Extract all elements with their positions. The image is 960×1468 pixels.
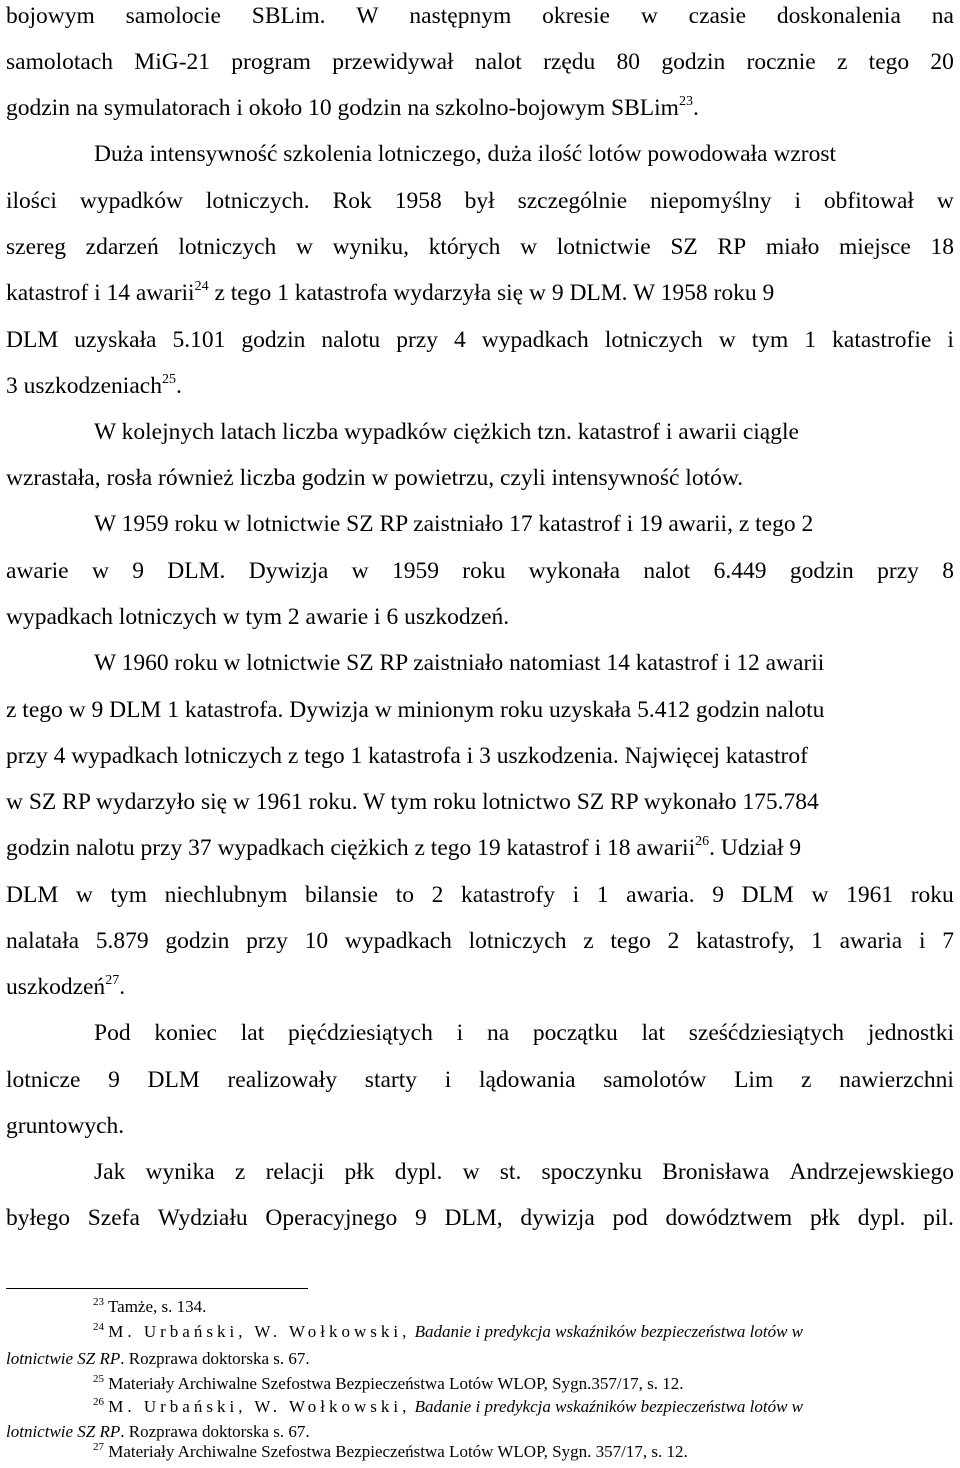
line-text: wzrastała, rosła również liczba godzin w powietrzu, czyli intensywność lotów. (6, 465, 744, 491)
word: 2 (431, 882, 444, 908)
word: na (931, 3, 954, 29)
word: Lim (734, 1067, 774, 1093)
footnote-26-cont: lotnictwie SZ RP. Rozprawa doktorska s. 67. (6, 1422, 310, 1441)
word: w (718, 327, 736, 353)
word: awaria. (626, 882, 695, 908)
word: lat (240, 1020, 265, 1046)
word: 9 (414, 1205, 427, 1231)
word: i (572, 882, 580, 908)
word: 1959 (391, 558, 439, 584)
word: Operacyjnego (265, 1205, 398, 1231)
line-text: W 1960 roku w lotnictwie SZ RP zaistniało natomiast 14 katastrof i 12 awarii (94, 650, 825, 676)
word: lotnictwie (556, 234, 651, 260)
word: niepomyślny (650, 188, 772, 214)
word: awarie (6, 558, 69, 584)
word: 8 (942, 558, 954, 584)
text-line (6, 47, 954, 77)
word: ilości (6, 188, 57, 214)
word: relacji (265, 1159, 325, 1185)
word: 9 (132, 558, 144, 584)
line-text: godzin nalotu przy 37 wypadkach ciężkich z tego 19 katastrof i 18 awarii (6, 835, 696, 861)
word: płk (809, 1205, 840, 1231)
text-line (6, 556, 954, 586)
text-line (6, 1, 954, 31)
footnote-26: $^{26}$ M. Urbański, W. Wołkowski, Badanie i predykcja wskaźników bezpieczeństwa lotów w (93, 1396, 804, 1416)
text-line (6, 232, 954, 262)
word: uzyskała (74, 327, 157, 353)
word: 9 (108, 1067, 120, 1093)
line-text: z tego 1 katastrofa wydarzyła się w 9 DLM. W 1958 roku 9 (208, 280, 775, 306)
word: nalot (643, 558, 691, 584)
word: nalotu (321, 327, 381, 353)
footnote-27: $^{27}$ Materiały Archiwalne Szefostwa Bezpieczeństwa Lotów WLOP, Sygn. 357/17, s. 12. (93, 1441, 688, 1461)
word: samolocie (125, 3, 221, 29)
word: katastrofie (832, 327, 932, 353)
word: st. (499, 1159, 522, 1185)
word: 9 (712, 882, 724, 908)
text-line (6, 1111, 954, 1141)
footnote-ref: 24 (194, 279, 209, 294)
footnote-separator (6, 1288, 308, 1289)
word: nalatała (6, 928, 80, 954)
word: w (936, 188, 954, 214)
word: lotnicze (6, 1067, 81, 1093)
word: spoczynku (541, 1159, 643, 1185)
word: w (91, 558, 109, 584)
line-text: . (175, 373, 182, 399)
word: SBLim. (251, 3, 326, 29)
line-text: godzin na symulatorach i około 10 godzin na szkolno-bojowym SBLim (6, 95, 679, 121)
word: MiG-21 (134, 49, 211, 75)
word: niechlubnym (164, 882, 288, 908)
footnote-23: $^{23}$ Tamże, s. 134. (93, 1296, 207, 1316)
word: 2 (667, 928, 680, 954)
word: lat (641, 1020, 665, 1046)
word: w (811, 882, 829, 908)
text-line (6, 602, 954, 632)
footnote-25: $^{25}$ Materiały Archiwalne Szefostwa Bezpieczeństwa Lotów WLOP, Sygn.357/17, s. 12. (93, 1373, 684, 1393)
word: 20 (930, 49, 954, 75)
word: wypadkach (344, 928, 452, 954)
text-line (6, 93, 954, 123)
text-line (6, 1018, 954, 1048)
word: W (356, 3, 379, 29)
word: 1 (596, 882, 609, 908)
word: program (231, 49, 311, 75)
word: w (462, 1159, 480, 1185)
word: 1 (811, 928, 823, 954)
line-text: katastrof i 14 awarii (6, 280, 195, 306)
line-text: 3 uszkodzeniach (6, 373, 162, 399)
line-text: uszkodzeń (6, 974, 106, 1000)
text-line (6, 139, 954, 169)
line-text: gruntowych. (6, 1113, 125, 1139)
footnote-ref: 27 (105, 973, 120, 988)
word: okresie (542, 3, 610, 29)
word: przewidywał (332, 49, 454, 75)
word: godzin (789, 558, 854, 584)
line-text: przy 4 wypadkach lotniczych z tego 1 katastrofa i 3 uszkodzenia. Najwięcej katastrof (6, 743, 808, 769)
word: z (800, 1067, 812, 1093)
word: nalot (474, 49, 522, 75)
text-line (6, 1203, 954, 1233)
word: dowództwem (665, 1205, 793, 1231)
word: jednostki (867, 1020, 954, 1046)
word: miejsce (839, 234, 911, 260)
word: Jak (94, 1159, 126, 1185)
word: płk (344, 1159, 375, 1185)
word: i (444, 1067, 452, 1093)
word: wynika (145, 1159, 215, 1185)
text-line (6, 1065, 954, 1095)
word: tego (610, 928, 651, 954)
text-line (6, 371, 954, 401)
word: rocznie (746, 49, 816, 75)
word: początku (532, 1020, 618, 1046)
word: na (486, 1020, 510, 1046)
text-line (6, 741, 954, 771)
word: wyniku, (332, 234, 409, 260)
word: DLM (147, 1067, 200, 1093)
word: 7 (942, 928, 954, 954)
line-text: w SZ RP wydarzyło się w 1961 roku. W tym roku lotnictwo SZ RP wykonało 175.784 (6, 789, 819, 815)
footnote-ref: 26 (695, 834, 710, 849)
word: i (947, 327, 954, 353)
word: DLM (6, 327, 59, 353)
text-line (6, 278, 954, 308)
word: dywizja (520, 1205, 595, 1231)
word: bojowym (6, 3, 95, 29)
word: zdarzeń (85, 234, 159, 260)
word: tym (751, 327, 789, 353)
footnote-ref: 25 (161, 372, 176, 387)
word: samolotów (603, 1067, 707, 1093)
word: DLM (741, 882, 794, 908)
word: 1958 (394, 188, 442, 214)
word: 80 (616, 49, 641, 75)
word: w (351, 558, 369, 584)
text-line (6, 325, 954, 355)
word: DLM (6, 882, 59, 908)
word: Wydziału (157, 1205, 248, 1231)
word: realizowały (227, 1067, 338, 1093)
word: dypl. (857, 1205, 906, 1231)
word: 5.879 (95, 928, 149, 954)
word: byłego (6, 1205, 70, 1231)
word: roku (462, 558, 506, 584)
word: SZ (670, 234, 698, 260)
word: samolotach (6, 49, 114, 75)
word: wypadków (79, 188, 183, 214)
word: następnym (409, 3, 512, 29)
line-text: Duża intensywność szkolenia lotniczego, duża ilość lotów powodowała wzrost (94, 141, 837, 167)
word: w (640, 3, 658, 29)
word: bilansie (304, 882, 379, 908)
word: lotniczych (468, 928, 567, 954)
text-line (6, 509, 954, 539)
word: starty (364, 1067, 418, 1093)
text-line (6, 463, 954, 493)
word: awaria (839, 928, 903, 954)
footnote-24-cont: lotnictwie SZ RP. Rozprawa doktorska s. 67. (6, 1349, 310, 1368)
footnote-ref: 23 (678, 94, 693, 109)
text-line (6, 1157, 954, 1187)
line-text: . (692, 95, 699, 121)
text-line (6, 972, 954, 1002)
text-line (6, 648, 954, 678)
word: obfitował (823, 188, 914, 214)
word: z (583, 928, 594, 954)
word: pil. (923, 1205, 954, 1231)
word: DLM. (167, 558, 226, 584)
word: których (428, 234, 501, 260)
text-line (6, 787, 954, 817)
line-text: W kolejnych latach liczba wypadków ciężkich tzn. katastrof i awarii ciągle (94, 419, 799, 445)
word: przy (877, 558, 919, 584)
word: 6.449 (713, 558, 767, 584)
word: roku (910, 882, 954, 908)
word: dypl. (394, 1159, 443, 1185)
text-line (6, 695, 954, 725)
line-text: wypadkach lotniczych w tym 2 awarie i 6 uszkodzeń. (6, 604, 510, 630)
word: i (918, 928, 926, 954)
word: Pod (94, 1020, 131, 1046)
word: doskonalenia (776, 3, 901, 29)
word: katastrofy, (696, 928, 795, 954)
text-line (6, 926, 954, 956)
word: wypadkach (481, 327, 589, 353)
word: był (464, 188, 495, 214)
word: w (520, 234, 538, 260)
word: Bronisława (662, 1159, 770, 1185)
word: czasie (688, 3, 747, 29)
word: to (395, 882, 414, 908)
word: 18 (930, 234, 954, 260)
word: koniec (154, 1020, 217, 1046)
word: nawierzchni (839, 1067, 954, 1093)
word: Andrzejewskiego (789, 1159, 954, 1185)
word: miało (765, 234, 820, 260)
text-line (6, 186, 954, 216)
text-line (6, 417, 954, 447)
word: Rok (332, 188, 372, 214)
word: Dywizja (248, 558, 329, 584)
word: lotniczych (178, 234, 277, 260)
word: 1 (804, 327, 817, 353)
word: tego (868, 49, 910, 75)
word: RP (717, 234, 747, 260)
word: katastrofy (460, 882, 555, 908)
word: przy (246, 928, 288, 954)
word: 4 (454, 327, 466, 353)
word: lotniczych. (205, 188, 310, 214)
word: przy (396, 327, 438, 353)
word: szereg (6, 234, 67, 260)
word: i (456, 1020, 464, 1046)
word: 10 (304, 928, 329, 954)
word: lądowania (478, 1067, 576, 1093)
line-text: z tego w 9 DLM 1 katastrofa. Dywizja w minionym roku uzyskała 5.412 godzin nalotu (6, 697, 825, 723)
word: sześćdziesiątych (688, 1020, 845, 1046)
word: z (234, 1159, 246, 1185)
word: w (295, 234, 313, 260)
word: pod (612, 1205, 648, 1231)
line-text: . (119, 974, 126, 1000)
word: rzędu (543, 49, 596, 75)
word: szczególnie (517, 188, 628, 214)
word: tym (110, 882, 148, 908)
word: Szefa (87, 1205, 140, 1231)
word: pięćdziesiątych (288, 1020, 433, 1046)
word: 5.101 (172, 327, 226, 353)
word: 1961 (846, 882, 894, 908)
line-text: . Udział 9 (709, 835, 802, 861)
line-text: W 1959 roku w lotnictwie SZ RP zaistniało 17 katastrof i 19 awarii, z tego 2 (94, 511, 814, 537)
word: godzin (165, 928, 230, 954)
word: godzin (241, 327, 306, 353)
footnote-24: $^{24}$ M. Urbański, W. Wołkowski, Badanie i predykcja wskaźników bezpieczeństwa lotów w (93, 1321, 804, 1341)
text-line (6, 880, 954, 910)
word: lotniczych (604, 327, 703, 353)
word: DLM, (444, 1205, 503, 1231)
word: w (75, 882, 93, 908)
word: z (836, 49, 848, 75)
word: godzin (661, 49, 726, 75)
text-line (6, 833, 954, 863)
word: i (794, 188, 801, 214)
word: wykonała (528, 558, 621, 584)
